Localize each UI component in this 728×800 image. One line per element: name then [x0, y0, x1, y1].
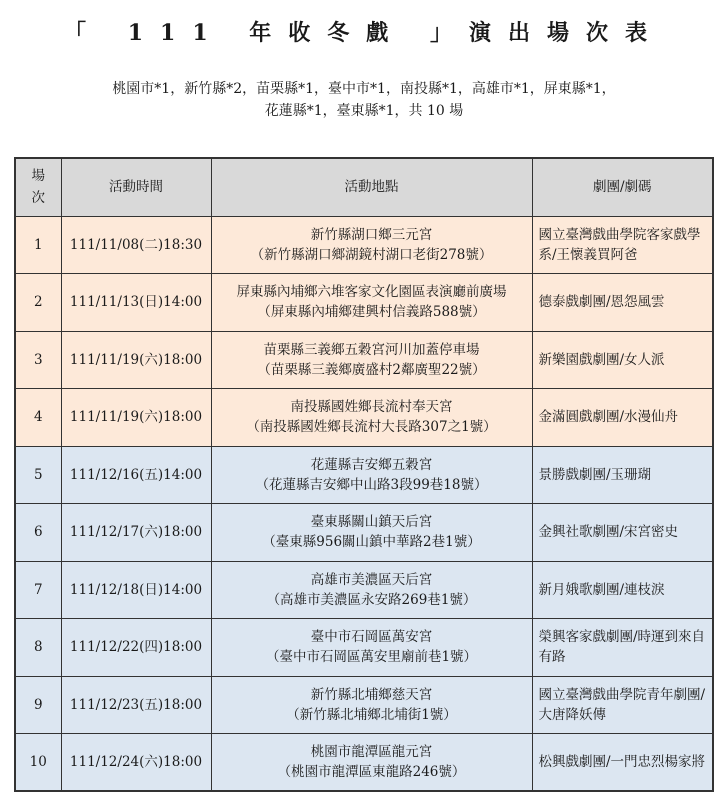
cell-venue [211, 389, 532, 447]
venue-name: 高雄市美濃區天后宮 [310, 571, 433, 588]
cell-venue [211, 331, 532, 389]
venue-address: （花蓮縣吉安鄉中山路3段99巷18號） [255, 476, 488, 493]
header-venue: 活動地點 [211, 158, 532, 216]
cell-troupe: 松興戲劇團/一門忠烈楊家將 [532, 734, 713, 792]
cell-time: 111/12/22(四)18:00 [61, 619, 211, 677]
cell-time: 111/11/19(六)18:00 [61, 389, 211, 447]
cell-venue [211, 619, 532, 677]
venue-name: 桃園市龍潭區龍元宮 [310, 744, 433, 760]
cell-time: 111/11/08(二)18:30 [61, 216, 211, 274]
venue-name: 新竹縣北埔鄉慈天宮 [310, 686, 433, 703]
cell-time: 111/11/13(日)14:00 [61, 274, 211, 332]
cell-troupe: 國立臺灣戲曲學院青年劇團/大唐降妖傳 [532, 676, 713, 734]
schedule-table [14, 157, 714, 792]
venue-address: （臺中市石岡區萬安里廟前巷1號） [265, 649, 478, 666]
cell-troupe: 德泰戲劇團/恩怨風雲 [532, 274, 713, 332]
cell-no: 1 [15, 216, 61, 274]
summary-line-2: 花蓮縣*1，臺東縣*1，共 10 場 [264, 103, 464, 119]
cell-no: 6 [15, 504, 61, 562]
header-no: 場 次 [15, 158, 61, 216]
cell-no: 7 [15, 561, 61, 619]
venue-name: 苗栗縣三義鄉五穀宮河川加蓋停車場 [263, 341, 480, 358]
table-row [15, 734, 713, 792]
cell-troupe: 金滿圓戲劇團/水漫仙舟 [532, 389, 713, 447]
table-row [15, 216, 713, 274]
table-row [15, 331, 713, 389]
page-title: 「 111 年收冬戲 」演出場次表 [64, 20, 664, 46]
cell-no: 8 [15, 619, 61, 677]
venue-name: 新竹縣湖口鄉三元宮 [310, 226, 433, 243]
cell-troupe: 金興社歌劇團/宋宮密史 [532, 504, 713, 562]
schedule-body [15, 216, 713, 791]
cell-venue [211, 676, 532, 734]
cell-no: 5 [15, 446, 61, 504]
cell-troupe: 景勝戲劇團/玉珊瑚 [532, 446, 713, 504]
cell-time: 111/12/16(五)14:00 [61, 446, 211, 504]
summary-line-1: 桃園市*1，新竹縣*2，苗栗縣*1，臺中市*1，南投縣*1，高雄市*1，屏東縣*1， [112, 81, 616, 97]
cell-time: 111/12/24(六)18:00 [61, 734, 211, 792]
cell-troupe: 榮興客家戲劇團/時運到來自有路 [532, 619, 713, 677]
cell-time: 111/12/17(六)18:00 [61, 504, 211, 562]
venue-name: 南投縣國姓鄉長流村奉天宮 [290, 399, 453, 416]
venue-address: （高雄市美濃區永安路269巷1號） [266, 591, 477, 608]
cell-no: 4 [15, 389, 61, 447]
table-row [15, 389, 713, 447]
venue-address: （苗栗縣三義鄉廣盛村2鄰廣聖22號） [257, 361, 486, 378]
cell-time: 111/12/23(五)18:00 [61, 676, 211, 734]
cell-venue [211, 446, 532, 504]
cell-no: 10 [15, 734, 61, 792]
table-row [15, 504, 713, 562]
header-time: 活動時間 [61, 158, 211, 216]
cell-venue [211, 274, 532, 332]
table-row [15, 561, 713, 619]
venue-name: 臺中市石岡區萬安宮 [310, 629, 433, 646]
cell-time: 111/12/18(日)14:00 [61, 561, 211, 619]
cell-venue [211, 216, 532, 274]
cell-no: 9 [15, 676, 61, 734]
cell-venue [211, 734, 532, 792]
table-row [15, 446, 713, 504]
cell-venue [211, 504, 532, 562]
venue-address: （新竹縣湖口鄉湖鏡村湖口老街278號） [250, 246, 493, 263]
cell-no: 3 [15, 331, 61, 389]
venue-name: 花蓮縣吉安鄉五穀宮 [310, 456, 433, 473]
cell-no: 2 [15, 274, 61, 332]
venue-address: （南投縣國姓鄉長流村大長路307之1號） [246, 419, 497, 436]
table-row [15, 619, 713, 677]
venue-name: 屏東縣內埔鄉六堆客家文化園區表演廳前廣場 [236, 284, 507, 301]
venue-address: （臺東縣956關山鎮中華路2巷1號） [262, 534, 481, 551]
cell-venue [211, 561, 532, 619]
venue-address: （桃園市龍潭區東龍路246號） [277, 764, 466, 780]
header-row [15, 158, 713, 216]
header-troupe: 劇團/劇碼 [532, 158, 713, 216]
table-row [15, 676, 713, 734]
cell-troupe: 新樂園戲劇團/女人派 [532, 331, 713, 389]
venue-address: （屏東縣內埔鄉建興村信義路588號） [257, 304, 486, 321]
cell-troupe: 新月娥歌劇團/連枝淚 [532, 561, 713, 619]
venue-address: （新竹縣北埔鄉北埔街1號） [286, 706, 457, 723]
venue-summary [0, 78, 728, 122]
cell-time: 111/11/19(六)18:00 [61, 331, 211, 389]
cell-troupe: 國立臺灣戲曲學院客家戲學系/王懷義買阿爸 [532, 216, 713, 274]
venue-name: 臺東縣關山鎮天后宮 [310, 514, 433, 531]
table-row [15, 274, 713, 332]
